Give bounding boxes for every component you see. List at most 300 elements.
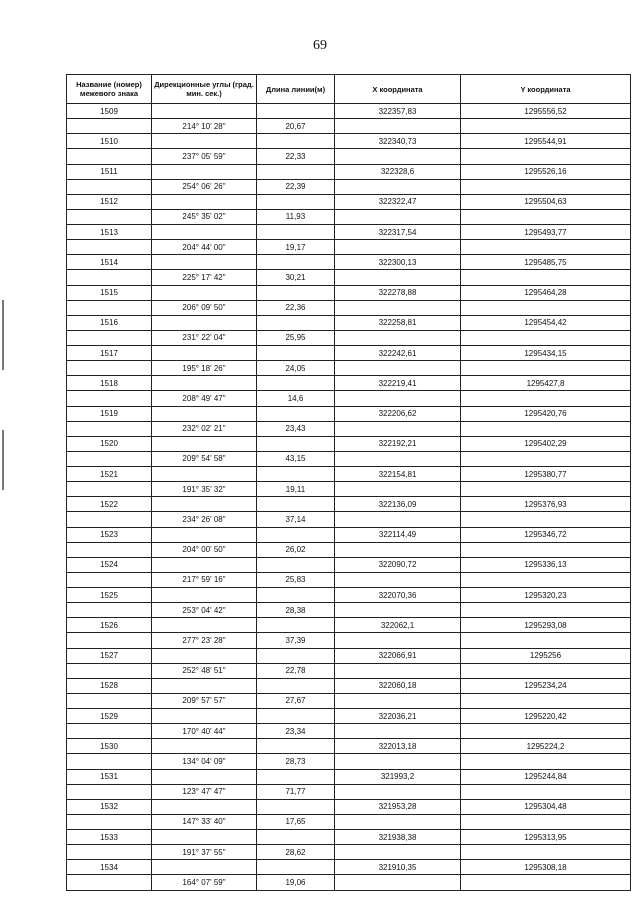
line-length: 19,11 (257, 482, 335, 497)
empty-cell (461, 361, 631, 376)
x-coordinate: 322357,83 (335, 104, 461, 119)
empty-cell (152, 315, 257, 330)
direction-angle: 123° 47' 47" (152, 784, 257, 799)
point-name: 1527 (67, 648, 152, 663)
point-name: 1532 (67, 799, 152, 814)
empty-cell (257, 225, 335, 240)
empty-cell (67, 330, 152, 345)
empty-cell (67, 209, 152, 224)
y-coordinate: 1295308,18 (461, 860, 631, 875)
direction-angle: 253° 04' 42" (152, 603, 257, 618)
x-coordinate: 322219,41 (335, 376, 461, 391)
empty-cell (257, 497, 335, 512)
y-coordinate: 1295234,24 (461, 678, 631, 693)
direction-angle: 164° 07' 59" (152, 875, 257, 890)
table-row (67, 255, 631, 270)
x-coordinate: 322192,21 (335, 436, 461, 451)
x-coordinate: 321910,35 (335, 860, 461, 875)
empty-cell (67, 542, 152, 557)
table-row (67, 799, 631, 814)
y-coordinate: 1295376,93 (461, 497, 631, 512)
coordinates-table (66, 74, 631, 891)
empty-cell (335, 149, 461, 164)
y-coordinate: 1295420,76 (461, 406, 631, 421)
empty-cell (67, 663, 152, 678)
empty-cell (335, 572, 461, 587)
table-row (67, 527, 631, 542)
empty-cell (152, 164, 257, 179)
table-row (67, 164, 631, 179)
empty-cell (335, 724, 461, 739)
y-coordinate: 1295504,63 (461, 194, 631, 209)
x-coordinate: 322060,18 (335, 678, 461, 693)
direction-angle: 214° 10' 28" (152, 119, 257, 134)
table-row (67, 588, 631, 603)
x-coordinate: 322066,91 (335, 648, 461, 663)
direction-angle: 237° 05' 59" (152, 149, 257, 164)
line-length: 23,34 (257, 724, 335, 739)
x-coordinate: 322136,09 (335, 497, 461, 512)
table-row (67, 482, 631, 497)
table-row (67, 875, 631, 890)
page-number: 69 (313, 38, 327, 53)
table-row (67, 240, 631, 255)
point-name: 1531 (67, 769, 152, 784)
y-coordinate: 1295380,77 (461, 467, 631, 482)
empty-cell (257, 164, 335, 179)
empty-cell (67, 845, 152, 860)
y-coordinate: 1295304,48 (461, 799, 631, 814)
x-coordinate: 322258,81 (335, 315, 461, 330)
line-length: 14,6 (257, 391, 335, 406)
empty-cell (335, 330, 461, 345)
direction-angle: 252° 48' 51" (152, 663, 257, 678)
point-name: 1526 (67, 618, 152, 633)
table-row (67, 467, 631, 482)
table-row (67, 376, 631, 391)
table-row (67, 784, 631, 799)
empty-cell (67, 119, 152, 134)
direction-angle: 208° 49' 47" (152, 391, 257, 406)
table-header-row (67, 75, 631, 104)
empty-cell (67, 300, 152, 315)
line-length: 37,39 (257, 633, 335, 648)
empty-cell (257, 436, 335, 451)
table-row (67, 754, 631, 769)
direction-angle: 209° 57' 57" (152, 693, 257, 708)
direction-angle: 231° 22' 04" (152, 330, 257, 345)
line-length: 17,65 (257, 814, 335, 829)
direction-angle: 225° 17' 42" (152, 270, 257, 285)
empty-cell (152, 467, 257, 482)
table-row (67, 104, 631, 119)
x-coordinate: 321993,2 (335, 769, 461, 784)
table-row (67, 845, 631, 860)
empty-cell (257, 134, 335, 149)
y-coordinate: 1295346,72 (461, 527, 631, 542)
direction-angle: 191° 35' 32" (152, 482, 257, 497)
point-name: 1528 (67, 678, 152, 693)
line-length: 23,43 (257, 421, 335, 436)
y-coordinate: 1295464,28 (461, 285, 631, 300)
direction-angle: 277° 23' 28" (152, 633, 257, 648)
point-name: 1525 (67, 588, 152, 603)
table-row (67, 618, 631, 633)
table-row (67, 134, 631, 149)
table-row (67, 814, 631, 829)
empty-cell (335, 421, 461, 436)
empty-cell (152, 134, 257, 149)
y-coordinate: 1295244,84 (461, 769, 631, 784)
empty-cell (461, 875, 631, 890)
x-coordinate: 322154,81 (335, 467, 461, 482)
y-coordinate: 1295544,91 (461, 134, 631, 149)
empty-cell (67, 603, 152, 618)
empty-cell (461, 451, 631, 466)
empty-cell (67, 270, 152, 285)
line-length: 43,15 (257, 451, 335, 466)
point-name: 1509 (67, 104, 152, 119)
empty-cell (257, 739, 335, 754)
empty-cell (152, 104, 257, 119)
point-name: 1534 (67, 860, 152, 875)
table-row (67, 663, 631, 678)
table-row (67, 225, 631, 240)
empty-cell (335, 663, 461, 678)
empty-cell (335, 240, 461, 255)
line-length: 24,05 (257, 361, 335, 376)
empty-cell (461, 179, 631, 194)
line-length: 30,21 (257, 270, 335, 285)
empty-cell (257, 709, 335, 724)
point-name: 1533 (67, 830, 152, 845)
empty-cell (335, 179, 461, 194)
empty-cell (335, 845, 461, 860)
empty-cell (461, 240, 631, 255)
line-length: 20,67 (257, 119, 335, 134)
empty-cell (257, 860, 335, 875)
line-length: 27,67 (257, 693, 335, 708)
x-coordinate: 322242,61 (335, 346, 461, 361)
x-coordinate: 322317,54 (335, 225, 461, 240)
table-row (67, 497, 631, 512)
y-coordinate: 1295427,8 (461, 376, 631, 391)
table-row (67, 512, 631, 527)
line-length: 22,33 (257, 149, 335, 164)
point-name: 1524 (67, 557, 152, 572)
empty-cell (257, 588, 335, 603)
line-length: 19,17 (257, 240, 335, 255)
table-row (67, 451, 631, 466)
empty-cell (461, 391, 631, 406)
empty-cell (67, 512, 152, 527)
empty-cell (335, 754, 461, 769)
table-row (67, 194, 631, 209)
table-row (67, 769, 631, 784)
empty-cell (67, 179, 152, 194)
empty-cell (152, 255, 257, 270)
direction-angle: 254° 06' 26" (152, 179, 257, 194)
table-row (67, 633, 631, 648)
y-coordinate: 1295336,13 (461, 557, 631, 572)
header-name: Название (номер) межевого знака (67, 75, 152, 104)
table-row (67, 421, 631, 436)
table-row (67, 209, 631, 224)
empty-cell (67, 693, 152, 708)
empty-cell (257, 830, 335, 845)
empty-cell (461, 512, 631, 527)
empty-cell (152, 285, 257, 300)
empty-cell (67, 814, 152, 829)
empty-cell (152, 588, 257, 603)
binder-mark (2, 300, 4, 370)
table-row (67, 330, 631, 345)
empty-cell (461, 300, 631, 315)
empty-cell (461, 330, 631, 345)
empty-cell (152, 799, 257, 814)
x-coordinate: 322278,88 (335, 285, 461, 300)
table-body (67, 104, 631, 891)
empty-cell (152, 406, 257, 421)
empty-cell (335, 209, 461, 224)
table-row (67, 860, 631, 875)
point-name: 1510 (67, 134, 152, 149)
empty-cell (335, 875, 461, 890)
point-name: 1522 (67, 497, 152, 512)
empty-cell (335, 784, 461, 799)
empty-cell (461, 209, 631, 224)
empty-cell (335, 451, 461, 466)
line-length: 19,06 (257, 875, 335, 890)
empty-cell (152, 225, 257, 240)
empty-cell (335, 270, 461, 285)
table-row (67, 406, 631, 421)
point-name: 1514 (67, 255, 152, 270)
point-name: 1513 (67, 225, 152, 240)
empty-cell (152, 194, 257, 209)
table-row (67, 557, 631, 572)
empty-cell (257, 376, 335, 391)
empty-cell (67, 451, 152, 466)
line-length: 11,93 (257, 209, 335, 224)
empty-cell (335, 603, 461, 618)
table-row (67, 709, 631, 724)
table-row (67, 572, 631, 587)
header-angle: Дирекционные углы (град. мин. сек.) (152, 75, 257, 104)
direction-angle: 209° 54' 58" (152, 451, 257, 466)
y-coordinate: 1295526,16 (461, 164, 631, 179)
table-row (67, 739, 631, 754)
empty-cell (152, 346, 257, 361)
empty-cell (67, 784, 152, 799)
empty-cell (67, 361, 152, 376)
x-coordinate: 322070,36 (335, 588, 461, 603)
table-row (67, 724, 631, 739)
point-name: 1520 (67, 436, 152, 451)
empty-cell (257, 769, 335, 784)
table-row (67, 361, 631, 376)
y-coordinate: 1295293,08 (461, 618, 631, 633)
empty-cell (257, 648, 335, 663)
empty-cell (461, 845, 631, 860)
table-row (67, 542, 631, 557)
line-length: 71,77 (257, 784, 335, 799)
table-row (67, 179, 631, 194)
empty-cell (335, 482, 461, 497)
empty-cell (335, 300, 461, 315)
y-coordinate: 1295224,2 (461, 739, 631, 754)
empty-cell (152, 497, 257, 512)
y-coordinate: 1295485,75 (461, 255, 631, 270)
line-length: 28,38 (257, 603, 335, 618)
empty-cell (335, 542, 461, 557)
line-length: 25,95 (257, 330, 335, 345)
empty-cell (461, 119, 631, 134)
point-name: 1512 (67, 194, 152, 209)
point-name: 1511 (67, 164, 152, 179)
header-y: Y координата (461, 75, 631, 104)
empty-cell (67, 572, 152, 587)
header-length: Длина линии(м) (257, 75, 335, 104)
point-name: 1530 (67, 739, 152, 754)
empty-cell (335, 391, 461, 406)
empty-cell (67, 633, 152, 648)
empty-cell (152, 648, 257, 663)
empty-cell (335, 512, 461, 527)
empty-cell (461, 270, 631, 285)
direction-angle: 234° 26' 08" (152, 512, 257, 527)
x-coordinate: 322328,6 (335, 164, 461, 179)
binder-mark (2, 430, 4, 490)
empty-cell (67, 421, 152, 436)
x-coordinate: 322206,62 (335, 406, 461, 421)
empty-cell (67, 482, 152, 497)
table-row (67, 391, 631, 406)
empty-cell (67, 149, 152, 164)
empty-cell (335, 361, 461, 376)
empty-cell (461, 633, 631, 648)
line-length: 22,78 (257, 663, 335, 678)
table-row (67, 830, 631, 845)
point-name: 1529 (67, 709, 152, 724)
x-coordinate: 322090,72 (335, 557, 461, 572)
empty-cell (335, 693, 461, 708)
line-length: 28,62 (257, 845, 335, 860)
empty-cell (257, 315, 335, 330)
empty-cell (152, 678, 257, 693)
table-row (67, 678, 631, 693)
x-coordinate: 322300,13 (335, 255, 461, 270)
empty-cell (461, 603, 631, 618)
line-length: 26,02 (257, 542, 335, 557)
empty-cell (152, 709, 257, 724)
empty-cell (461, 724, 631, 739)
point-name: 1521 (67, 467, 152, 482)
x-coordinate: 321938,38 (335, 830, 461, 845)
direction-angle: 191° 37' 55" (152, 845, 257, 860)
table-row (67, 603, 631, 618)
point-name: 1519 (67, 406, 152, 421)
x-coordinate: 322036,21 (335, 709, 461, 724)
x-coordinate: 322322,47 (335, 194, 461, 209)
empty-cell (257, 618, 335, 633)
y-coordinate: 1295556,52 (461, 104, 631, 119)
direction-angle: 147° 33' 40" (152, 814, 257, 829)
table-row (67, 119, 631, 134)
line-length: 28,73 (257, 754, 335, 769)
empty-cell (67, 875, 152, 890)
empty-cell (152, 860, 257, 875)
empty-cell (335, 119, 461, 134)
empty-cell (257, 346, 335, 361)
empty-cell (152, 618, 257, 633)
empty-cell (257, 467, 335, 482)
empty-cell (152, 830, 257, 845)
table-row (67, 149, 631, 164)
empty-cell (257, 557, 335, 572)
empty-cell (461, 754, 631, 769)
y-coordinate: 1295220,42 (461, 709, 631, 724)
y-coordinate: 1295493,77 (461, 225, 631, 240)
point-name: 1518 (67, 376, 152, 391)
y-coordinate: 1295402,29 (461, 436, 631, 451)
table-row (67, 315, 631, 330)
empty-cell (257, 799, 335, 814)
table-row (67, 648, 631, 663)
empty-cell (67, 754, 152, 769)
empty-cell (257, 255, 335, 270)
empty-cell (257, 527, 335, 542)
line-length: 22,39 (257, 179, 335, 194)
point-name: 1517 (67, 346, 152, 361)
line-length: 37,14 (257, 512, 335, 527)
line-length: 22,36 (257, 300, 335, 315)
empty-cell (257, 194, 335, 209)
table-row (67, 285, 631, 300)
point-name: 1523 (67, 527, 152, 542)
direction-angle: 232° 02' 21" (152, 421, 257, 436)
table-row (67, 436, 631, 451)
y-coordinate: 1295434,15 (461, 346, 631, 361)
y-coordinate: 1295313,95 (461, 830, 631, 845)
header-x: X координата (335, 75, 461, 104)
empty-cell (461, 421, 631, 436)
direction-angle: 206° 09' 50" (152, 300, 257, 315)
direction-angle: 245° 35' 02" (152, 209, 257, 224)
y-coordinate: 1295320,23 (461, 588, 631, 603)
point-name: 1516 (67, 315, 152, 330)
empty-cell (461, 814, 631, 829)
empty-cell (67, 240, 152, 255)
empty-cell (335, 633, 461, 648)
x-coordinate: 322340,73 (335, 134, 461, 149)
empty-cell (461, 693, 631, 708)
y-coordinate: 1295454,42 (461, 315, 631, 330)
x-coordinate: 322062,1 (335, 618, 461, 633)
empty-cell (257, 406, 335, 421)
empty-cell (152, 527, 257, 542)
direction-angle: 204° 00' 50" (152, 542, 257, 557)
table-row (67, 270, 631, 285)
empty-cell (152, 376, 257, 391)
empty-cell (257, 285, 335, 300)
line-length: 25,83 (257, 572, 335, 587)
direction-angle: 204° 44' 00" (152, 240, 257, 255)
empty-cell (152, 739, 257, 754)
point-name: 1515 (67, 285, 152, 300)
empty-cell (257, 104, 335, 119)
empty-cell (461, 572, 631, 587)
